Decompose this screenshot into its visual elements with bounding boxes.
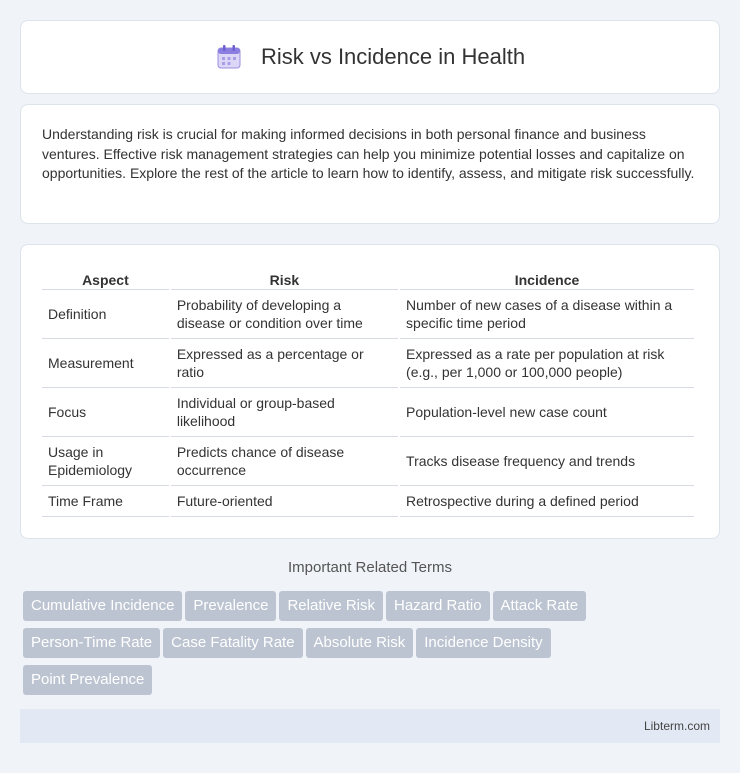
table-cell: Individual or group-based likelihood — [171, 388, 398, 437]
intro-card — [20, 104, 720, 224]
calendar-icon — [215, 43, 243, 71]
footer — [20, 709, 720, 743]
tag-case-fatality-rate[interactable]: Case Fatality Rate — [163, 628, 302, 658]
table-cell: Predicts chance of disease occurrence — [171, 437, 398, 486]
table-cell: Number of new cases of a disease within a specific time period — [400, 290, 694, 339]
tag-relative-risk[interactable]: Relative Risk — [279, 591, 383, 621]
table-row — [42, 290, 694, 339]
related-terms-tags — [23, 591, 723, 702]
related-terms-title: Important Related Terms — [288, 559, 452, 576]
header-incidence: Incidence — [400, 267, 694, 290]
header-risk: Risk — [171, 267, 398, 290]
page-title: Risk vs Incidence in Health — [260, 44, 526, 69]
intro-text: Understanding risk is crucial for making informed decisions in both personal finance and business ventures. Effective risk management strategies can help you minimize potential losses and capitalize on opportunities. Explore the rest of the article to learn how to identify, assess, and mitigate risk successfully. — [42, 126, 695, 181]
table-cell: Focus — [42, 388, 169, 437]
table-row — [42, 388, 694, 437]
table-cell: Usage in Epidemiology — [42, 437, 169, 486]
comparison-table — [40, 267, 696, 517]
tag-hazard-ratio[interactable]: Hazard Ratio — [386, 591, 490, 621]
table-cell: Time Frame — [42, 486, 169, 517]
table-cell: Measurement — [42, 339, 169, 388]
title-wrap — [215, 43, 525, 71]
table-header-row — [42, 267, 694, 290]
table-cell: Future-oriented — [171, 486, 398, 517]
table-cell: Population-level new case count — [400, 388, 694, 437]
table-cell: Definition — [42, 290, 169, 339]
table-row — [42, 437, 694, 486]
table-cell: Probability of developing a disease or condition over time — [171, 290, 398, 339]
tag-cumulative-incidence[interactable]: Cumulative Incidence — [23, 591, 182, 621]
tag-prevalence[interactable]: Prevalence — [185, 591, 276, 621]
table-row — [42, 339, 694, 388]
tag-attack-rate[interactable]: Attack Rate — [493, 591, 587, 621]
tag-absolute-risk[interactable]: Absolute Risk — [306, 628, 414, 658]
header-aspect: Aspect — [42, 267, 169, 290]
table-card — [20, 244, 720, 539]
table-cell: Tracks disease frequency and trends — [400, 437, 694, 486]
tag-incidence-density[interactable]: Incidence Density — [416, 628, 550, 658]
header-card — [20, 20, 720, 94]
footer-brand[interactable]: Libterm.com — [643, 719, 710, 733]
table-cell: Expressed as a percentage or ratio — [171, 339, 398, 388]
table-cell: Retrospective during a defined period — [400, 486, 694, 517]
tag-point-prevalence[interactable]: Point Prevalence — [23, 665, 152, 695]
table-row — [42, 486, 694, 517]
tag-person-time-rate[interactable]: Person-Time Rate — [23, 628, 160, 658]
table-cell: Expressed as a rate per population at risk (e.g., per 1,000 or 100,000 people) — [400, 339, 694, 388]
